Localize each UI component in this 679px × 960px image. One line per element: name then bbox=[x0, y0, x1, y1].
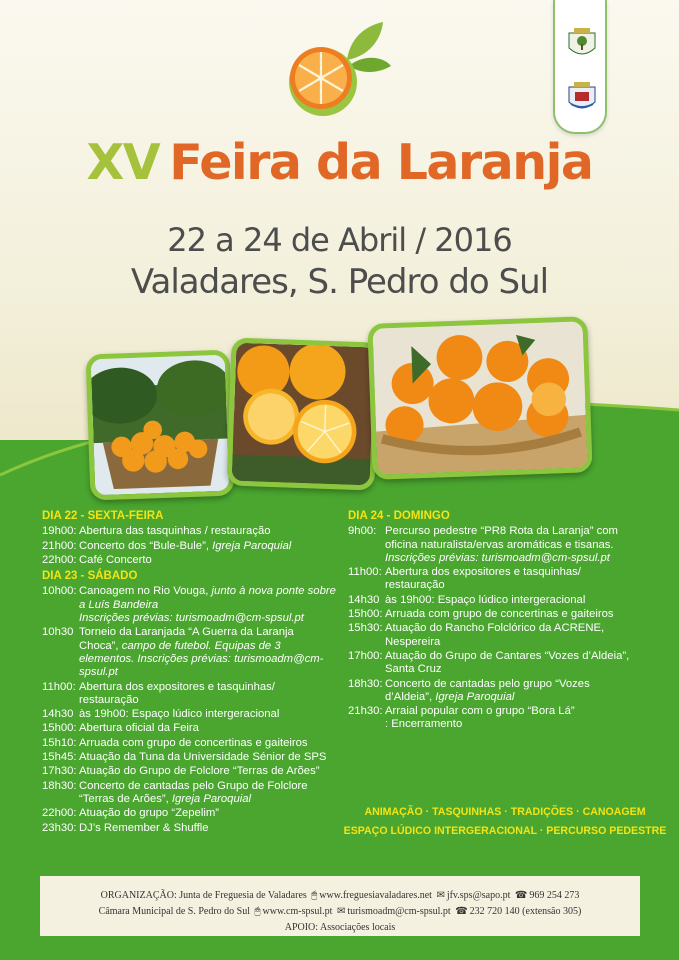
org-phone: 969 254 273 bbox=[529, 890, 580, 901]
event-item: 14h30 às 19h00: Espaço lúdico intergeracional bbox=[42, 708, 280, 721]
activities-tags-row2: ESPAÇO LÚDICO INTERGERACIONAL · PERCURSO PEDESTRE bbox=[343, 825, 667, 837]
event-item: 10h30 Torneio da Laranjada “A Guerra da Laranja Choca”, campo de futebol. Equipas de 3 elementos. Inscrições prévias: turismoadm@cm- spsul.pt bbox=[42, 626, 324, 679]
org-website-link[interactable]: www.freguesiavaladares.net bbox=[319, 890, 432, 901]
footer-organization bbox=[40, 876, 640, 936]
program-column-right bbox=[348, 509, 648, 733]
mouse-icon: 🖱 bbox=[254, 906, 261, 917]
event-item: 17h00: Atuação do Grupo de Cantares “Vozes d’Aldeia”, Santa Cruz bbox=[348, 649, 630, 676]
cm-phone: 232 720 140 (extensão 305) bbox=[469, 906, 582, 917]
footer-line-3 bbox=[40, 920, 640, 936]
mail-icon: ✉ bbox=[436, 890, 445, 901]
cm-name: Câmara Municipal de S. Pedro do Sul bbox=[98, 906, 251, 917]
event-name: Feira da Laranja bbox=[169, 134, 593, 191]
apoio-text: Associações locais bbox=[320, 922, 396, 933]
crests-panel bbox=[553, 0, 607, 134]
event-item: 21h30: Arraial popular com o grupo “Bora Lá” : Encerramento bbox=[348, 705, 575, 731]
footer-line-1 bbox=[40, 888, 640, 904]
phone-icon: ☎ bbox=[514, 890, 528, 901]
cm-website-link[interactable]: www.cm-spsul.pt bbox=[262, 906, 333, 917]
program-column-left bbox=[42, 509, 342, 836]
orange-halves-photo bbox=[226, 337, 379, 490]
event-item: 11h00: Abertura dos expositores e tasquinhas/ restauração bbox=[348, 566, 581, 592]
event-item: 18h30: Concerto de cantadas pelo grupo “Vozes d’Aldeia”, Igreja Paroquial bbox=[348, 677, 590, 703]
event-item: 15h00: Abertura oficial da Feira bbox=[42, 722, 199, 735]
activities-tags-row1: ANIMAÇÃO · TASQUINHAS · TRADIÇÕES · CANOAGEM bbox=[364, 806, 646, 818]
day-23-heading: DIA 23 - SÁBADO bbox=[42, 570, 138, 583]
event-item: 11h00: Abertura dos expositores e tasquinhas/ restauração bbox=[42, 680, 275, 706]
event-item: 22h00: Atuação do grupo “Zepelim” bbox=[42, 807, 220, 820]
mail-icon: ✉ bbox=[336, 906, 346, 917]
valadares-coat-of-arms-icon bbox=[566, 26, 598, 62]
event-dates: 22 a 24 de Abril / 2016 bbox=[167, 221, 512, 259]
orange-tree-photo bbox=[85, 350, 234, 501]
event-item: 19h00: Abertura das tasquinhas / restauração bbox=[42, 525, 271, 538]
phone-icon: ☎ bbox=[455, 906, 468, 917]
event-item: 10h00: Canoagem no Rio Vouga, junto à nova ponte sobre a Luís Bandeira Inscrições prévias: turismoadm@cm-spsul.pt bbox=[42, 585, 336, 625]
cm-email-link[interactable]: turismoadm@cm-spsul.pt bbox=[347, 906, 451, 917]
event-item: 15h30: Atuação do Rancho Folclórico da ACRENE, Nespereira bbox=[348, 622, 605, 648]
day-24-heading: DIA 24 - DOMINGO bbox=[348, 510, 450, 522]
event-location: Valadares, S. Pedro do Sul bbox=[130, 262, 549, 302]
orange-slice-logo bbox=[285, 20, 395, 120]
org-email-link[interactable]: jfv.sps@sapo.pt bbox=[446, 890, 511, 901]
event-item: 15h00: Arruada com grupo de concertinas e gaiteiros bbox=[348, 608, 614, 621]
mouse-icon: 🖱 bbox=[311, 890, 318, 901]
event-item: 15h45: Atuação da Tuna da Universidade Sénior de SPS bbox=[42, 751, 327, 764]
footer-line-2 bbox=[40, 904, 640, 920]
event-item: 14h30 às 19h00: Espaço lúdico intergeracional bbox=[348, 593, 586, 606]
event-item: 15h10: Arruada com grupo de concertinas e gaiteiros bbox=[42, 736, 308, 749]
apoio-label: APOIO: bbox=[284, 922, 319, 933]
spsul-coat-of-arms-icon bbox=[566, 80, 598, 116]
event-item: 17h30: Atuação do Grupo de Folclore “Terras de Arões” bbox=[42, 765, 320, 778]
event-title bbox=[0, 134, 679, 191]
event-item: 21h00: Concerto dos “Bule-Bule”, Igreja Paroquial bbox=[42, 539, 292, 552]
event-item: 23h30: DJ’s Remember & Shuffle bbox=[42, 821, 209, 834]
event-item: 9h00: Percurso pedestre “PR8 Rota da Laranja” com oficina naturalista/ervas aromáticas e tisanas. Inscrições prévias: turismoadm@cm-spsul.pt bbox=[348, 525, 618, 564]
event-item: 22h00: Café Concerto bbox=[42, 553, 152, 566]
orange-basket-photo bbox=[367, 316, 592, 480]
org-label: ORGANIZAÇÃO: bbox=[100, 890, 177, 901]
org-name: Junta de Freguesia de Valadares bbox=[179, 890, 307, 901]
event-item: 18h30: Concerto de cantadas pelo Grupo de Folclore “Terras de Arões”, Igreja Paroquial bbox=[42, 779, 308, 805]
day-22-heading: DIA 22 - SEXTA-FEIRA bbox=[42, 510, 164, 522]
edition: XV bbox=[86, 134, 160, 191]
